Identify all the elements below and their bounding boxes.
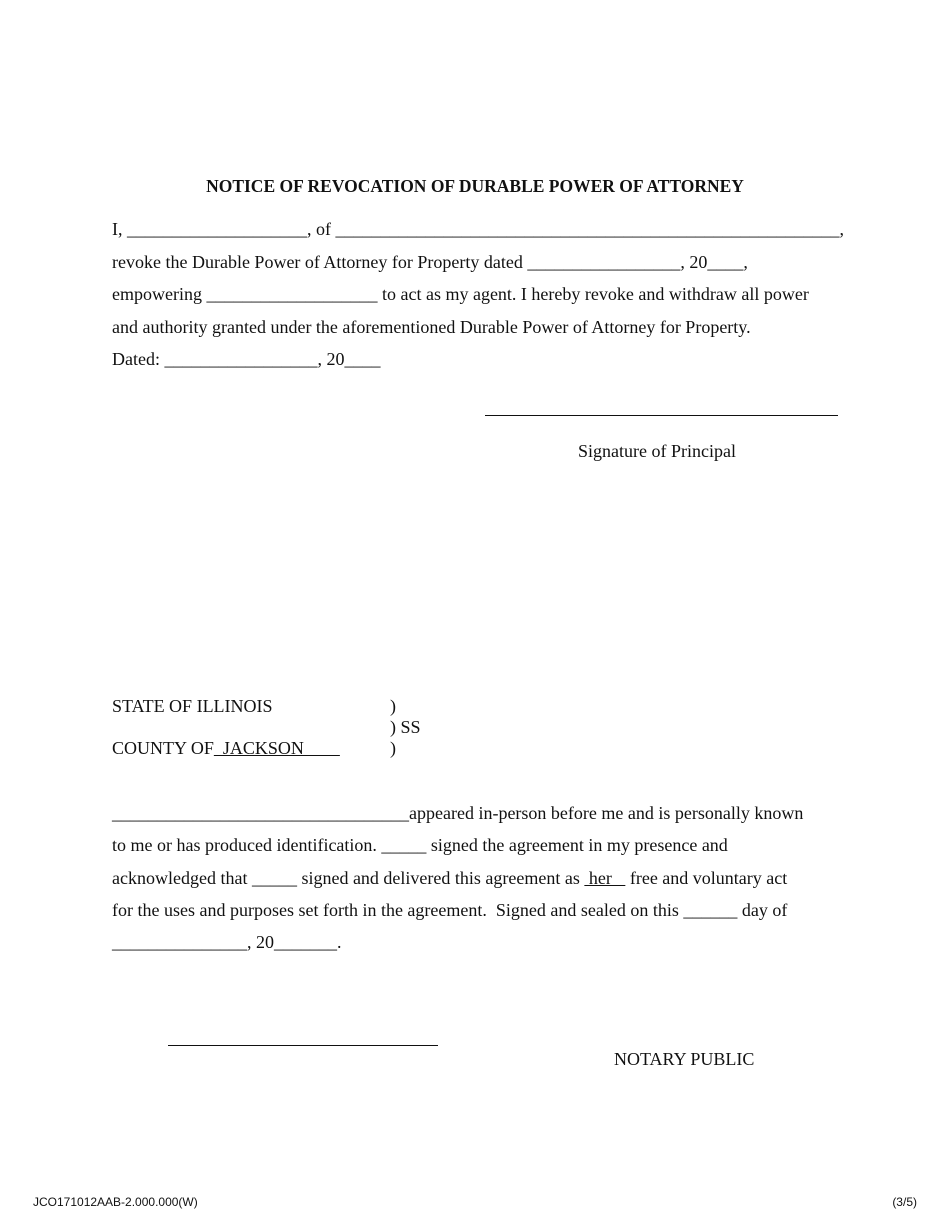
- document-title: NOTICE OF REVOCATION OF DURABLE POWER OF ATTORNEY: [206, 176, 744, 196]
- revocation-line-2: revoke the Durable Power of Attorney for Property dated _________________, 20____,: [112, 252, 748, 272]
- acknowledgment-line-4: for the uses and purposes set forth in the agreement. Signed and sealed on this ______ day of: [112, 900, 788, 920]
- principal-signature-label: Signature of Principal: [578, 441, 736, 461]
- pronoun-value: her: [584, 868, 626, 888]
- notary-public-label: NOTARY PUBLIC: [614, 1049, 755, 1069]
- revocation-line-1: I, ____________________, of ________________________________________________________,: [112, 219, 844, 239]
- county-label: COUNTY OF: [112, 738, 214, 758]
- document-code: JCO171012AAB-2.000.000(W): [33, 1195, 198, 1209]
- acknowledgment-line-5: _______________, 20_______.: [112, 932, 342, 952]
- principal-signature-line: [485, 415, 838, 416]
- notary-signature-line: [168, 1045, 438, 1046]
- venue-ss: ) SS: [390, 717, 421, 737]
- venue-paren-3: ): [390, 738, 396, 758]
- revocation-line-4: and authority granted under the aforementioned Durable Power of Attorney for Property.: [112, 317, 751, 337]
- appearer-blank: _________________________________: [112, 803, 409, 823]
- acknowledgment-line-1: _________________________________appeared in-person before me and is personally known: [112, 803, 804, 823]
- page-number: (3/5): [892, 1195, 917, 1209]
- county-value: JACKSON: [213, 738, 340, 758]
- county-line: [112, 738, 340, 759]
- acknowledgment-line-3: acknowledged that _____ signed and delivered this agreement as her free and voluntary act: [112, 868, 788, 888]
- revocation-line-3: empowering ___________________ to act as my agent. I hereby revoke and withdraw all power: [112, 284, 809, 304]
- state-label: STATE OF ILLINOIS: [112, 696, 273, 716]
- acknowledgment-line-2: to me or has produced identification. _____ signed the agreement in my presence and: [112, 835, 728, 855]
- dated-line: Dated: _________________, 20____: [112, 349, 381, 369]
- venue-paren-1: ): [390, 696, 396, 716]
